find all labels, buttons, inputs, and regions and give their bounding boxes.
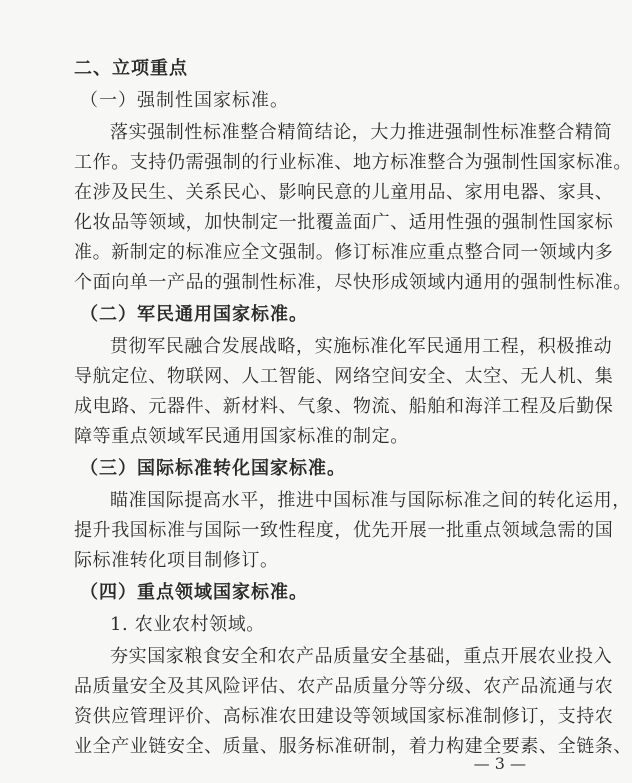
paragraph-4-line: 夯实国家粮食安全和农产品质量安全基础，重点开展农业投入 [110,646,613,667]
page-number: — 3 — [473,754,526,773]
paragraph-1-line: 个面向单一产品的强制性标准，尽快形成领域内通用的强制性标准。 [74,272,632,293]
paragraph-4-line: 业全产业链安全、质量、服务标准研制，着力构建全要素、全链条、 [74,736,632,757]
paragraph-2-line: 障等重点领域军民通用国家标准的制定。 [74,426,409,447]
section-title: 二、立项重点 [74,58,188,79]
paragraph-1-line: 准。新制定的标准应全文强制。修订标准应重点整合同一领域内多 [74,242,614,263]
subsection-2-title: （二）军民通用国家标准。 [80,304,308,325]
paragraph-4-line: 品质量安全及其风险评估、农产品质量分等分级、农产品流通与农 [74,676,614,697]
paragraph-1-line: 在涉及民生、关系民心、影响民意的儿童用品、家用电器、家具、 [74,182,614,203]
paragraph-2-line: 导航定位、物联网、人工智能、网络空间安全、太空、无人机、集 [74,366,614,387]
paragraph-1-line: 工作。支持仍需强制的行业标准、地方标准整合为强制性国家标准。 [74,152,632,173]
paragraph-4-line: 资供应管理评价、高标准农田建设等领域国家标准制修订，支持农 [74,706,614,727]
paragraph-3-line: 际标准转化项目制修订。 [74,550,279,571]
paragraph-1-line: 化妆品等领域，加快制定一批覆盖面广、适用性强的强制性国家标 [74,212,614,233]
paragraph-3-line: 提升我国标准与国际一致性程度，优先开展一批重点领域急需的国 [74,520,614,541]
subsection-1-title: （一）强制性国家标准。 [80,90,289,111]
item-1-title: 1. 农业农村领域。 [110,614,265,635]
paragraph-2-line: 贯彻军民融合发展战略，实施标准化军民通用工程，积极推动 [110,336,613,357]
paragraph-2-line: 成电路、元器件、新材料、气象、物流、船舶和海洋工程及后勤保 [74,396,614,417]
subsection-4-title: （四）重点领域国家标准。 [80,582,308,603]
paragraph-1-line: 落实强制性标准整合精简结论，大力推进强制性标准整合精简 [110,122,613,143]
subsection-3-title: （三）国际标准转化国家标准。 [80,458,346,479]
paragraph-3-line: 瞄准国际提高水平，推进中国标准与国际标准之间的转化运用， [110,490,631,511]
